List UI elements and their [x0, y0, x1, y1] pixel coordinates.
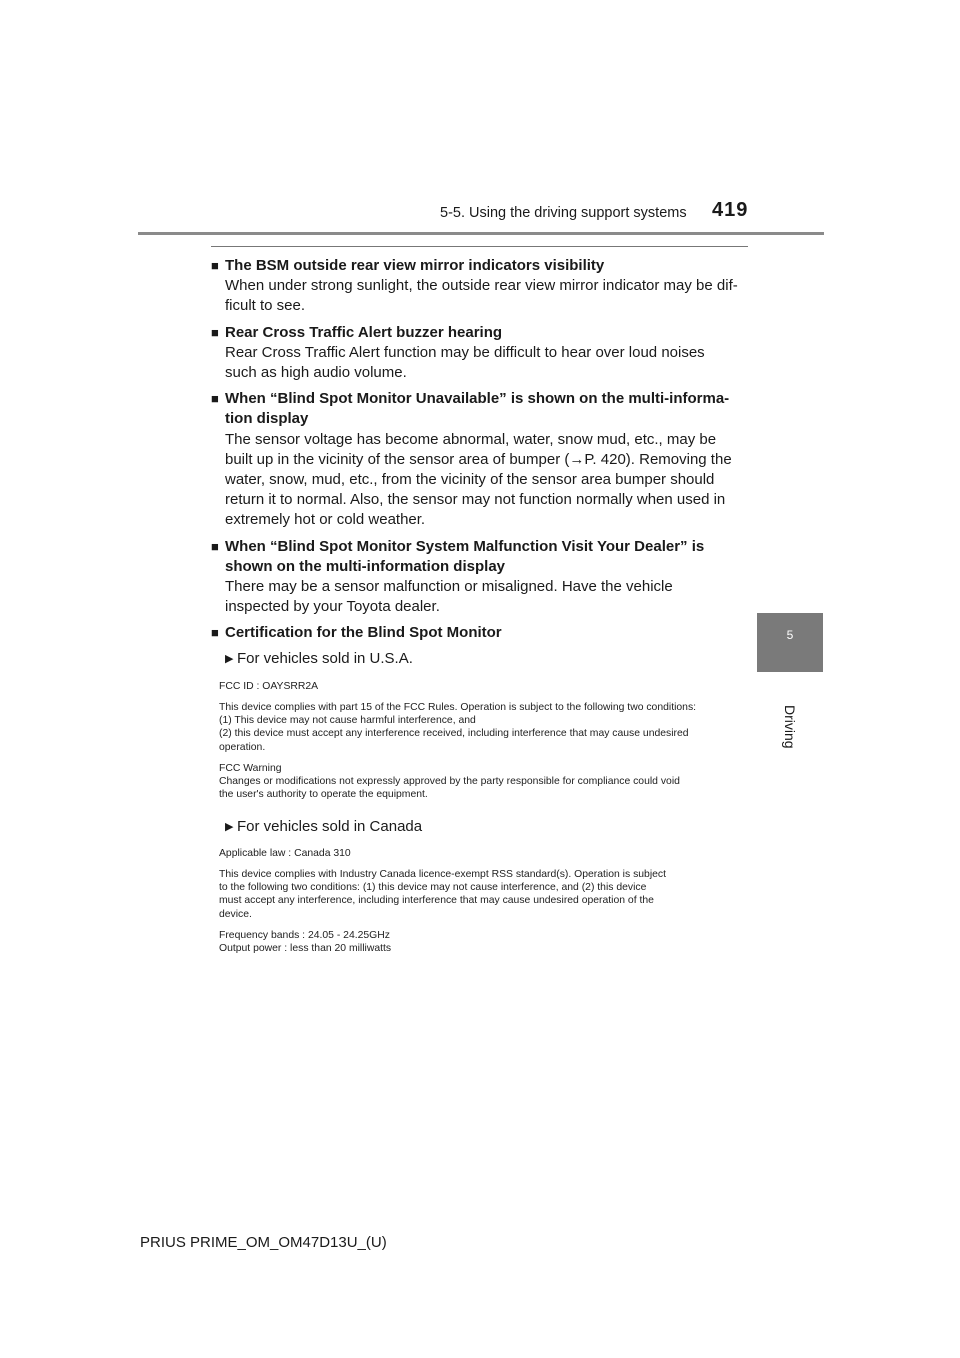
fcc-text-line: This device complies with part 15 of the FCC Rules. Operation is subject to the following two conditions: [219, 702, 697, 714]
output-power-line: Output power : less than 20 milliwatts [219, 942, 392, 954]
square-bullet-icon: ■ [211, 625, 219, 641]
page-content [211, 256, 748, 961]
body-line: inspected by your Toyota dealer. [225, 598, 440, 616]
body-line: water, snow, mud, etc., from the vicinity of the sensor area bumper should [225, 471, 715, 489]
canada-subheading [211, 817, 748, 837]
canada-statement-box [219, 847, 733, 955]
heading-line: When “Blind Spot Monitor System Malfunction Visit Your Dealer” is [225, 537, 705, 555]
section-heading [225, 537, 704, 577]
section-heading: Certification for the Blind Spot Monitor [225, 624, 502, 642]
fcc-text-line: operation. [219, 741, 266, 753]
section-mirror-visibility [211, 256, 748, 317]
body-line: ficult to see. [225, 297, 306, 315]
fcc-statement-box [219, 680, 733, 802]
section-body [211, 430, 748, 531]
fcc-text-line: the user's authority to operate the equipment. [219, 789, 428, 801]
section-system-malfunction [211, 537, 748, 618]
body-line: such as high audio volume. [225, 364, 407, 382]
fcc-text-line: Changes or modifications not expressly approved by the party responsible for compliance could void [219, 776, 680, 788]
body-line: There may be a sensor malfunction or misaligned. Have the vehicle [225, 578, 673, 596]
section-monitor-unavailable [211, 389, 748, 530]
triangle-bullet-icon: ▶ [225, 821, 234, 834]
body-line: The sensor voltage has become abnormal, water, snow mud, etc., may be [225, 430, 717, 448]
canada-law-line: Applicable law : Canada 310 [219, 847, 351, 859]
square-bullet-icon: ■ [211, 258, 219, 273]
fcc-id-line: FCC ID : OAYSRR2A [219, 680, 319, 692]
canada-text-line: must accept any interference, including interference that may cause undesired operation of the [219, 895, 654, 907]
running-header-section: 5-5. Using the driving support systems [440, 205, 687, 221]
chapter-label: Driving [782, 705, 798, 749]
heading-line: shown on the multi-information display [225, 557, 505, 575]
content-divider [211, 246, 748, 247]
header-divider [138, 232, 824, 235]
canada-text-line: This device complies with Industry Canada licence-exempt RSS standard(s). Operation is subject [219, 868, 666, 880]
section-heading [225, 389, 729, 429]
usa-label: For vehicles sold in U.S.A. [237, 649, 413, 667]
body-line: extremely hot or cold weather. [225, 511, 426, 529]
section-buzzer-hearing [211, 323, 748, 384]
section-body [211, 343, 748, 383]
canada-text-line: device. [219, 908, 252, 920]
body-line: return it to normal. Also, the sensor may not function normally when used in [225, 491, 726, 509]
footer-model-code: PRIUS PRIME_OM_OM47D13U_(U) [140, 1234, 387, 1251]
square-bullet-icon: ■ [211, 324, 219, 340]
square-bullet-icon: ■ [211, 391, 219, 407]
fcc-text-line: (1) This device may not cause harmful interference, and [219, 715, 476, 727]
section-heading: Rear Cross Traffic Alert buzzer hearing [225, 323, 503, 341]
heading-line: When “Blind Spot Monitor Unavailable” is shown on the multi-informa- [225, 390, 730, 408]
page-number: 419 [712, 199, 749, 221]
fcc-text-line: (2) this device must accept any interference received, including interference that may cause undesired [219, 728, 689, 740]
section-body [211, 276, 748, 316]
frequency-bands-line: Frequency bands : 24.05 - 24.25GHz [219, 929, 390, 941]
body-line: When under strong sunlight, the outside rear view mirror indicator may be dif- [225, 277, 738, 295]
section-heading: The BSM outside rear view mirror indicators visibility [225, 257, 605, 274]
fcc-warning-title: FCC Warning [219, 762, 282, 774]
section-body [211, 577, 748, 617]
chapter-number: 5 [786, 628, 794, 642]
usa-subheading [211, 649, 748, 669]
square-bullet-icon: ■ [211, 538, 219, 554]
section-certification [211, 623, 748, 955]
body-line: Rear Cross Traffic Alert function may be difficult to hear over loud noises [225, 343, 705, 361]
chapter-tab [757, 613, 823, 672]
canada-label: For vehicles sold in Canada [237, 818, 423, 836]
triangle-bullet-icon: ▶ [225, 652, 234, 665]
body-line: built up in the vicinity of the sensor area of bumper (→P. 420). Removing the [225, 450, 732, 468]
heading-line: tion display [225, 410, 309, 428]
canada-text-line: to the following two conditions: (1) this device may not cause interference, and (2) this device [219, 882, 647, 894]
